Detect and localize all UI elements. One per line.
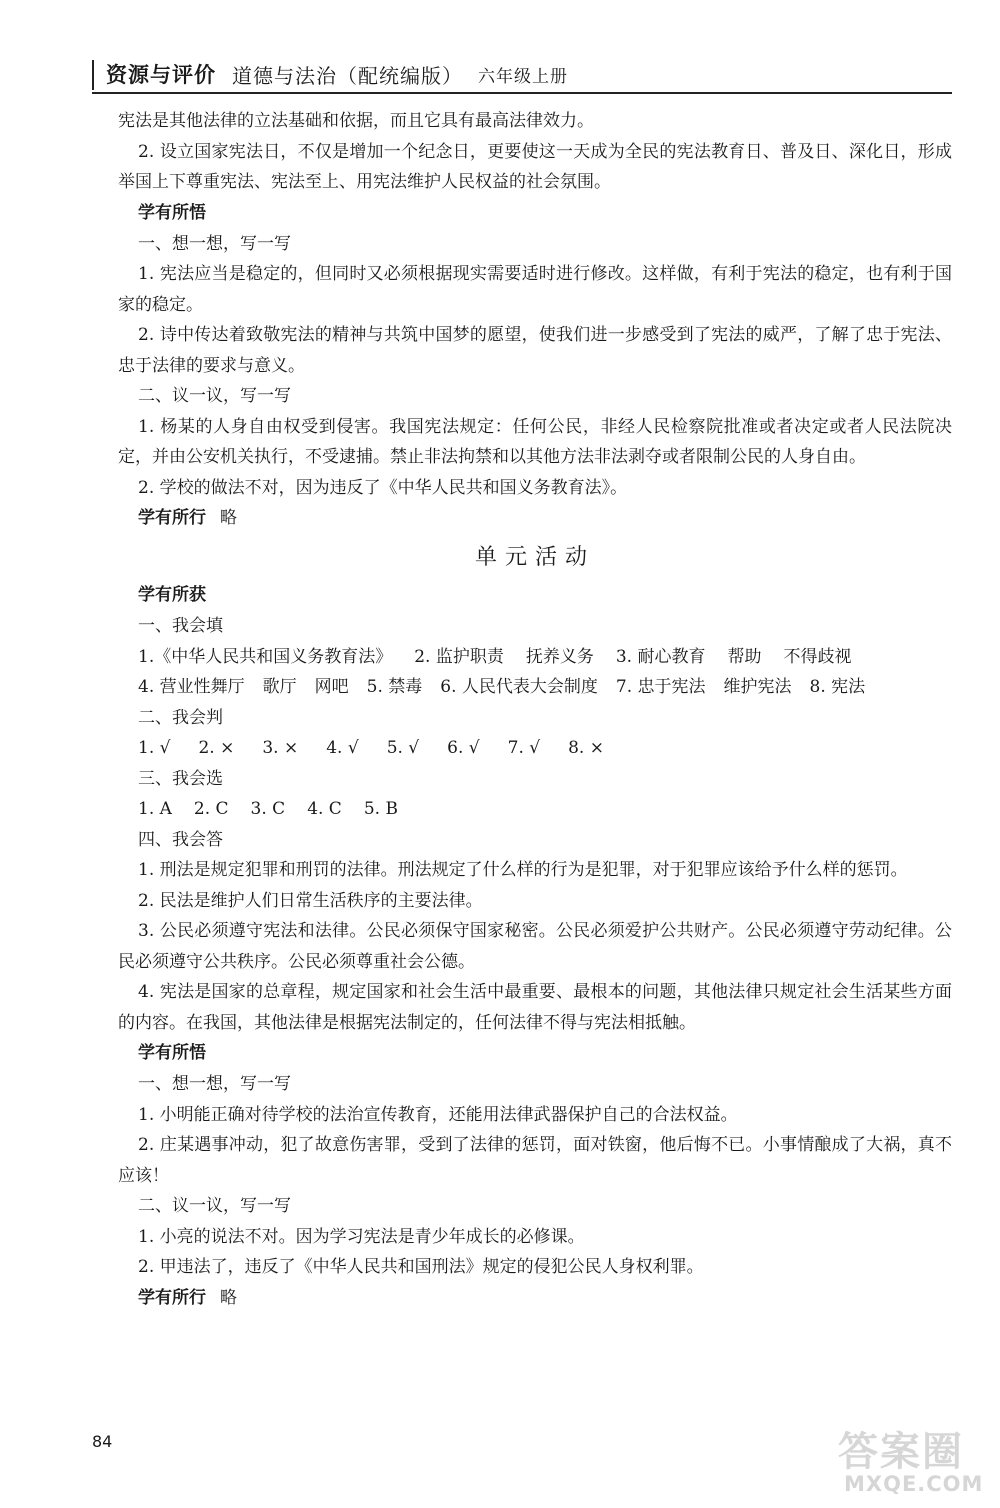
unit-title: 单元活动: [474, 545, 595, 570]
judge-answer: 8. ×: [568, 738, 604, 758]
watermark-text: 答案圈: [838, 1429, 964, 1475]
fill-answer: 1.《中华人民共和国义务教育法》: [138, 646, 393, 667]
fill-answer: 2. 监护职责: [414, 646, 504, 667]
section-note: 略: [220, 1287, 237, 1308]
judge-answer: 1. √: [138, 738, 171, 758]
fill-answer: 维护宪法: [723, 677, 792, 697]
paragraph: 4. 宪法是国家的总章程，规定国家和社会生活中最重要、最根本的问题，其他法律只规定社会生活某些方面的内容。在我国，其他法律是根据宪法制定的，任何法律不得与宪法相抵触。: [118, 982, 952, 1033]
section-heading-with-note: [138, 1283, 952, 1314]
header-brand: 资源与评价: [106, 63, 216, 87]
paragraph: 3. 公民必须遵守宪法和法律。公民必须保守国家秘密。公民必须爱护公共财产。公民必须遵守劳动纪律。公民必须遵守公共秩序。公民必须尊重社会公德。: [118, 921, 952, 972]
page-header: [92, 58, 952, 92]
judge-row: [138, 733, 952, 764]
header-grade: 六年级上册: [478, 67, 568, 87]
judge-answer: 2. ×: [198, 738, 235, 758]
watermark-logo: [838, 1420, 988, 1500]
section-heading-label: 学有所行: [138, 1287, 206, 1308]
subsection-title: 二、议一议，写一写: [138, 386, 291, 406]
subsection-title: 四、我会答: [138, 829, 223, 850]
paragraph: 2. 学校的做法不对，因为违反了《中华人民共和国义务教育法》。: [138, 477, 628, 498]
judge-answer: 3. ×: [262, 738, 299, 758]
section-heading-with-note: [138, 503, 952, 534]
choose-row: [138, 794, 952, 825]
page-number: 84: [92, 1432, 113, 1451]
subsection-title: 三、我会选: [138, 768, 223, 789]
judge-answer: 6. √: [447, 738, 480, 758]
paragraph: 2. 甲违法了，违反了《中华人民共和国刑法》规定的侵犯公民人身权利罪。: [138, 1257, 704, 1277]
section-heading: 学有所悟: [138, 1043, 206, 1063]
fill-answer: 8. 宪法: [809, 677, 866, 697]
subsection-title: 一、想一想，写一写: [138, 1074, 291, 1094]
subsection-title: 一、想一想，写一写: [138, 233, 291, 254]
fill-answer: 帮助: [727, 646, 762, 667]
header-subject: 道德与法治（配统编版）: [232, 64, 463, 88]
choose-answer: 1. A: [138, 799, 172, 819]
fill-row: [138, 642, 952, 673]
judge-answer: 5. √: [386, 738, 420, 758]
paragraph: 1. 小明能正确对待学校的法治宣传教育，还能用法律武器保护自己的合法权益。: [138, 1104, 738, 1125]
header-divider: [92, 92, 952, 94]
fill-answer: 抚养义务: [525, 646, 594, 667]
judge-answer: 4. √: [326, 738, 359, 758]
paragraph: 1. 杨某的人身自由权受到侵害。我国宪法规定：任何公民，非经人民检察院批准或者决定或者人民法院决定，并由公安机关执行，不受逮捕。禁止非法拘禁和以其他方法非法剥夺或者限制公民的人身自由。: [118, 416, 952, 467]
section-note: 略: [220, 508, 237, 528]
choose-answer: 5. B: [363, 799, 398, 819]
fill-row: [138, 672, 952, 703]
choose-answer: 4. C: [307, 799, 342, 819]
header-left-rule: [92, 60, 94, 90]
paragraph: 1. 刑法是规定犯罪和刑罚的法律。刑法规定了什么样的行为是犯罪，对于犯罪应该给予什么样的惩罚。: [138, 860, 908, 880]
paragraph: 2. 民法是维护人们日常生活秩序的主要法律。: [138, 890, 483, 911]
section-heading-label: 学有所行: [138, 508, 206, 528]
paragraph: 1. 小亮的说法不对。因为学习宪法是青少年成长的必修课。: [138, 1226, 585, 1247]
paragraph: 宪法是其他法律的立法基础和依据，而且它具有最高法律效力。: [118, 111, 594, 131]
choose-answer: 2. C: [193, 799, 229, 819]
paragraph: 1. 宪法应当是稳定的，但同时又必须根据现实需要适时进行修改。这样做，有利于宪法的稳定，也有利于国家的稳定。: [118, 264, 952, 315]
subsection-title: 一、我会填: [138, 616, 223, 636]
fill-answer: 网吧: [314, 677, 349, 697]
fill-answer: 歌厅: [262, 677, 297, 697]
paragraph: 2. 设立国家宪法日，不仅是增加一个纪念日，更要使这一天成为全民的宪法教育日、普及日、深化日，形成举国上下尊重宪法、宪法至上、用宪法维护人民权益的社会氛围。: [118, 141, 952, 192]
section-heading: 学有所获: [138, 585, 206, 605]
fill-answer: 4. 营业性舞厅: [138, 677, 245, 697]
fill-answer: 5. 禁毒: [366, 677, 423, 697]
section-heading: 学有所悟: [138, 202, 206, 223]
paragraph: 2. 诗中传达着致敬宪法的精神与共筑中国梦的愿望，使我们进一步感受到了宪法的威严，了解了忠于宪法、忠于法律的要求与意义。: [118, 325, 952, 376]
fill-answer: 7. 忠于宪法: [615, 677, 706, 697]
paragraph: 2. 庄某遇事冲动，犯了故意伤害罪，受到了法律的惩罚，面对铁窗，他后悔不已。小事情酿成了大祸，真不应该！: [118, 1135, 952, 1186]
choose-answer: 3. C: [250, 799, 286, 819]
fill-answer: 6. 人民代表大会制度: [440, 677, 598, 697]
subsection-title: 二、我会判: [138, 707, 223, 728]
fill-answer: 不得歧视: [783, 646, 852, 667]
page-content: [118, 106, 952, 1314]
fill-answer: 3. 耐心教育: [615, 646, 706, 667]
judge-answer: 7. √: [507, 738, 541, 758]
watermark-url: MXQE.COM: [844, 1472, 984, 1496]
subsection-title: 二、议一议，写一写: [138, 1196, 291, 1216]
